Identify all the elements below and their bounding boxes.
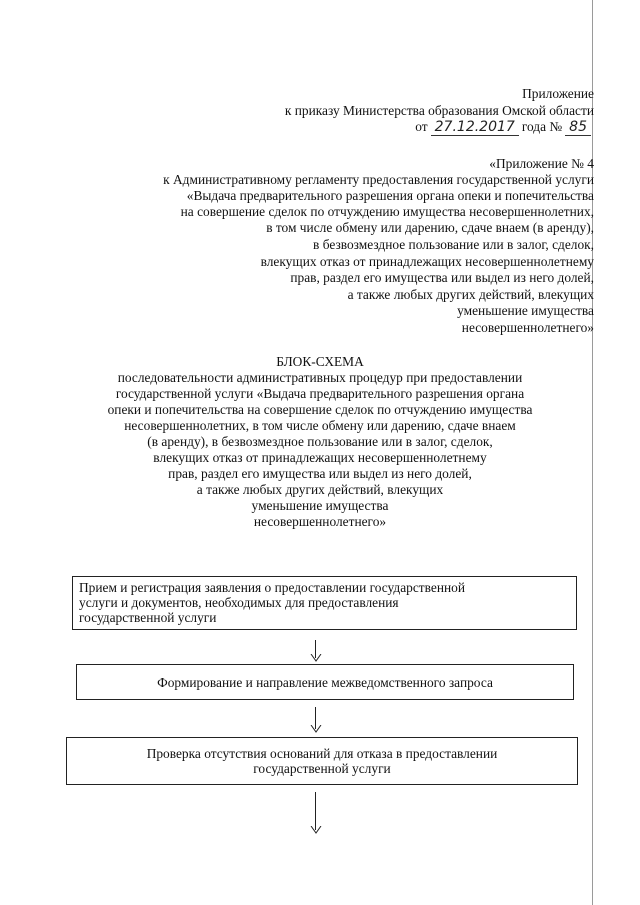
appendix-ref-line: влекущих отказ от принадлежащих несовершеннолетнему — [260, 254, 594, 269]
date-prefix: от — [415, 119, 428, 134]
appendix-ref-line: уменьшение имущества — [457, 303, 594, 318]
flow-arrow-down — [310, 792, 322, 834]
flow-step-text: Проверка отсутствия оснований для отказа в предоставлении — [146, 746, 498, 761]
title-line: государственной услуги «Выдача предварительного разрешения органа — [115, 386, 525, 401]
title-line: опеки и попечительства на совершение сделок по отчуждению имущества — [107, 402, 533, 417]
flow-step-text: Формирование и направление межведомственного запроса — [157, 674, 493, 690]
appendix-ref-line: «Приложение № 4 — [489, 156, 594, 171]
title-line: последовательности административных процедур при предоставлении — [117, 370, 523, 385]
appendix-ref-line: несовершеннолетнего» — [461, 320, 594, 335]
flow-arrow-down — [310, 640, 322, 662]
appendix-ref-line: «Выдача предварительного разрешения органа опеки и попечительства — [186, 188, 594, 203]
title-line: несовершеннолетнего» — [253, 514, 387, 529]
appendix-ref-line: на совершение сделок по отчуждению имущества несовершеннолетних, — [180, 204, 594, 219]
header-order-ref: к приказу Министерства образования Омской области — [284, 103, 594, 118]
title-line: а также любых других действий, влекущих — [196, 482, 444, 497]
handwritten-date: 27.12.2017 — [431, 119, 519, 136]
title-line: несовершеннолетних, в том числе обмену или дарению, сдаче внаем — [124, 418, 516, 433]
title-line: влекущих отказ от принадлежащих несовершеннолетнему — [153, 450, 487, 465]
header-appendix-label: Приложение — [522, 86, 594, 101]
header-date-row — [415, 119, 594, 136]
appendix-ref-line: в безвозмездное пользование или в залог, сделок, — [313, 237, 594, 252]
appendix-ref-line: прав, раздел его имущества или выдел из него долей, — [290, 270, 594, 285]
flowchart-heading: БЛОК-СХЕМА — [276, 354, 364, 369]
flow-step-text: Прием и регистрация заявления о предоставлении государственной — [79, 580, 466, 595]
flow-step-interagency-request — [76, 664, 574, 700]
handwritten-number: 85 — [565, 119, 591, 136]
flow-step-text: услуги и документов, необходимых для предоставления — [79, 595, 399, 610]
year-number-label: года № — [521, 119, 563, 134]
flow-step-text: государственной услуги — [79, 610, 217, 625]
appendix-ref-line: в том числе обмену или дарению, сдаче внаем (в аренду), — [266, 220, 594, 235]
flow-arrow-down — [310, 707, 322, 733]
flow-step-refusal-check — [66, 737, 578, 785]
appendix-ref-line: а также любых других действий, влекущих — [347, 287, 594, 302]
flow-step-text: государственной услуги — [253, 761, 391, 776]
appendix-ref-line: к Административному регламенту предоставления государственной услуги — [163, 172, 594, 187]
title-line: уменьшение имущества — [251, 498, 389, 513]
title-line: (в аренду), в безвозмездное пользование или в залог, сделок, — [147, 434, 493, 449]
title-line: прав, раздел его имущества или выдел из него долей, — [168, 466, 472, 481]
flow-step-application-intake — [72, 576, 577, 630]
